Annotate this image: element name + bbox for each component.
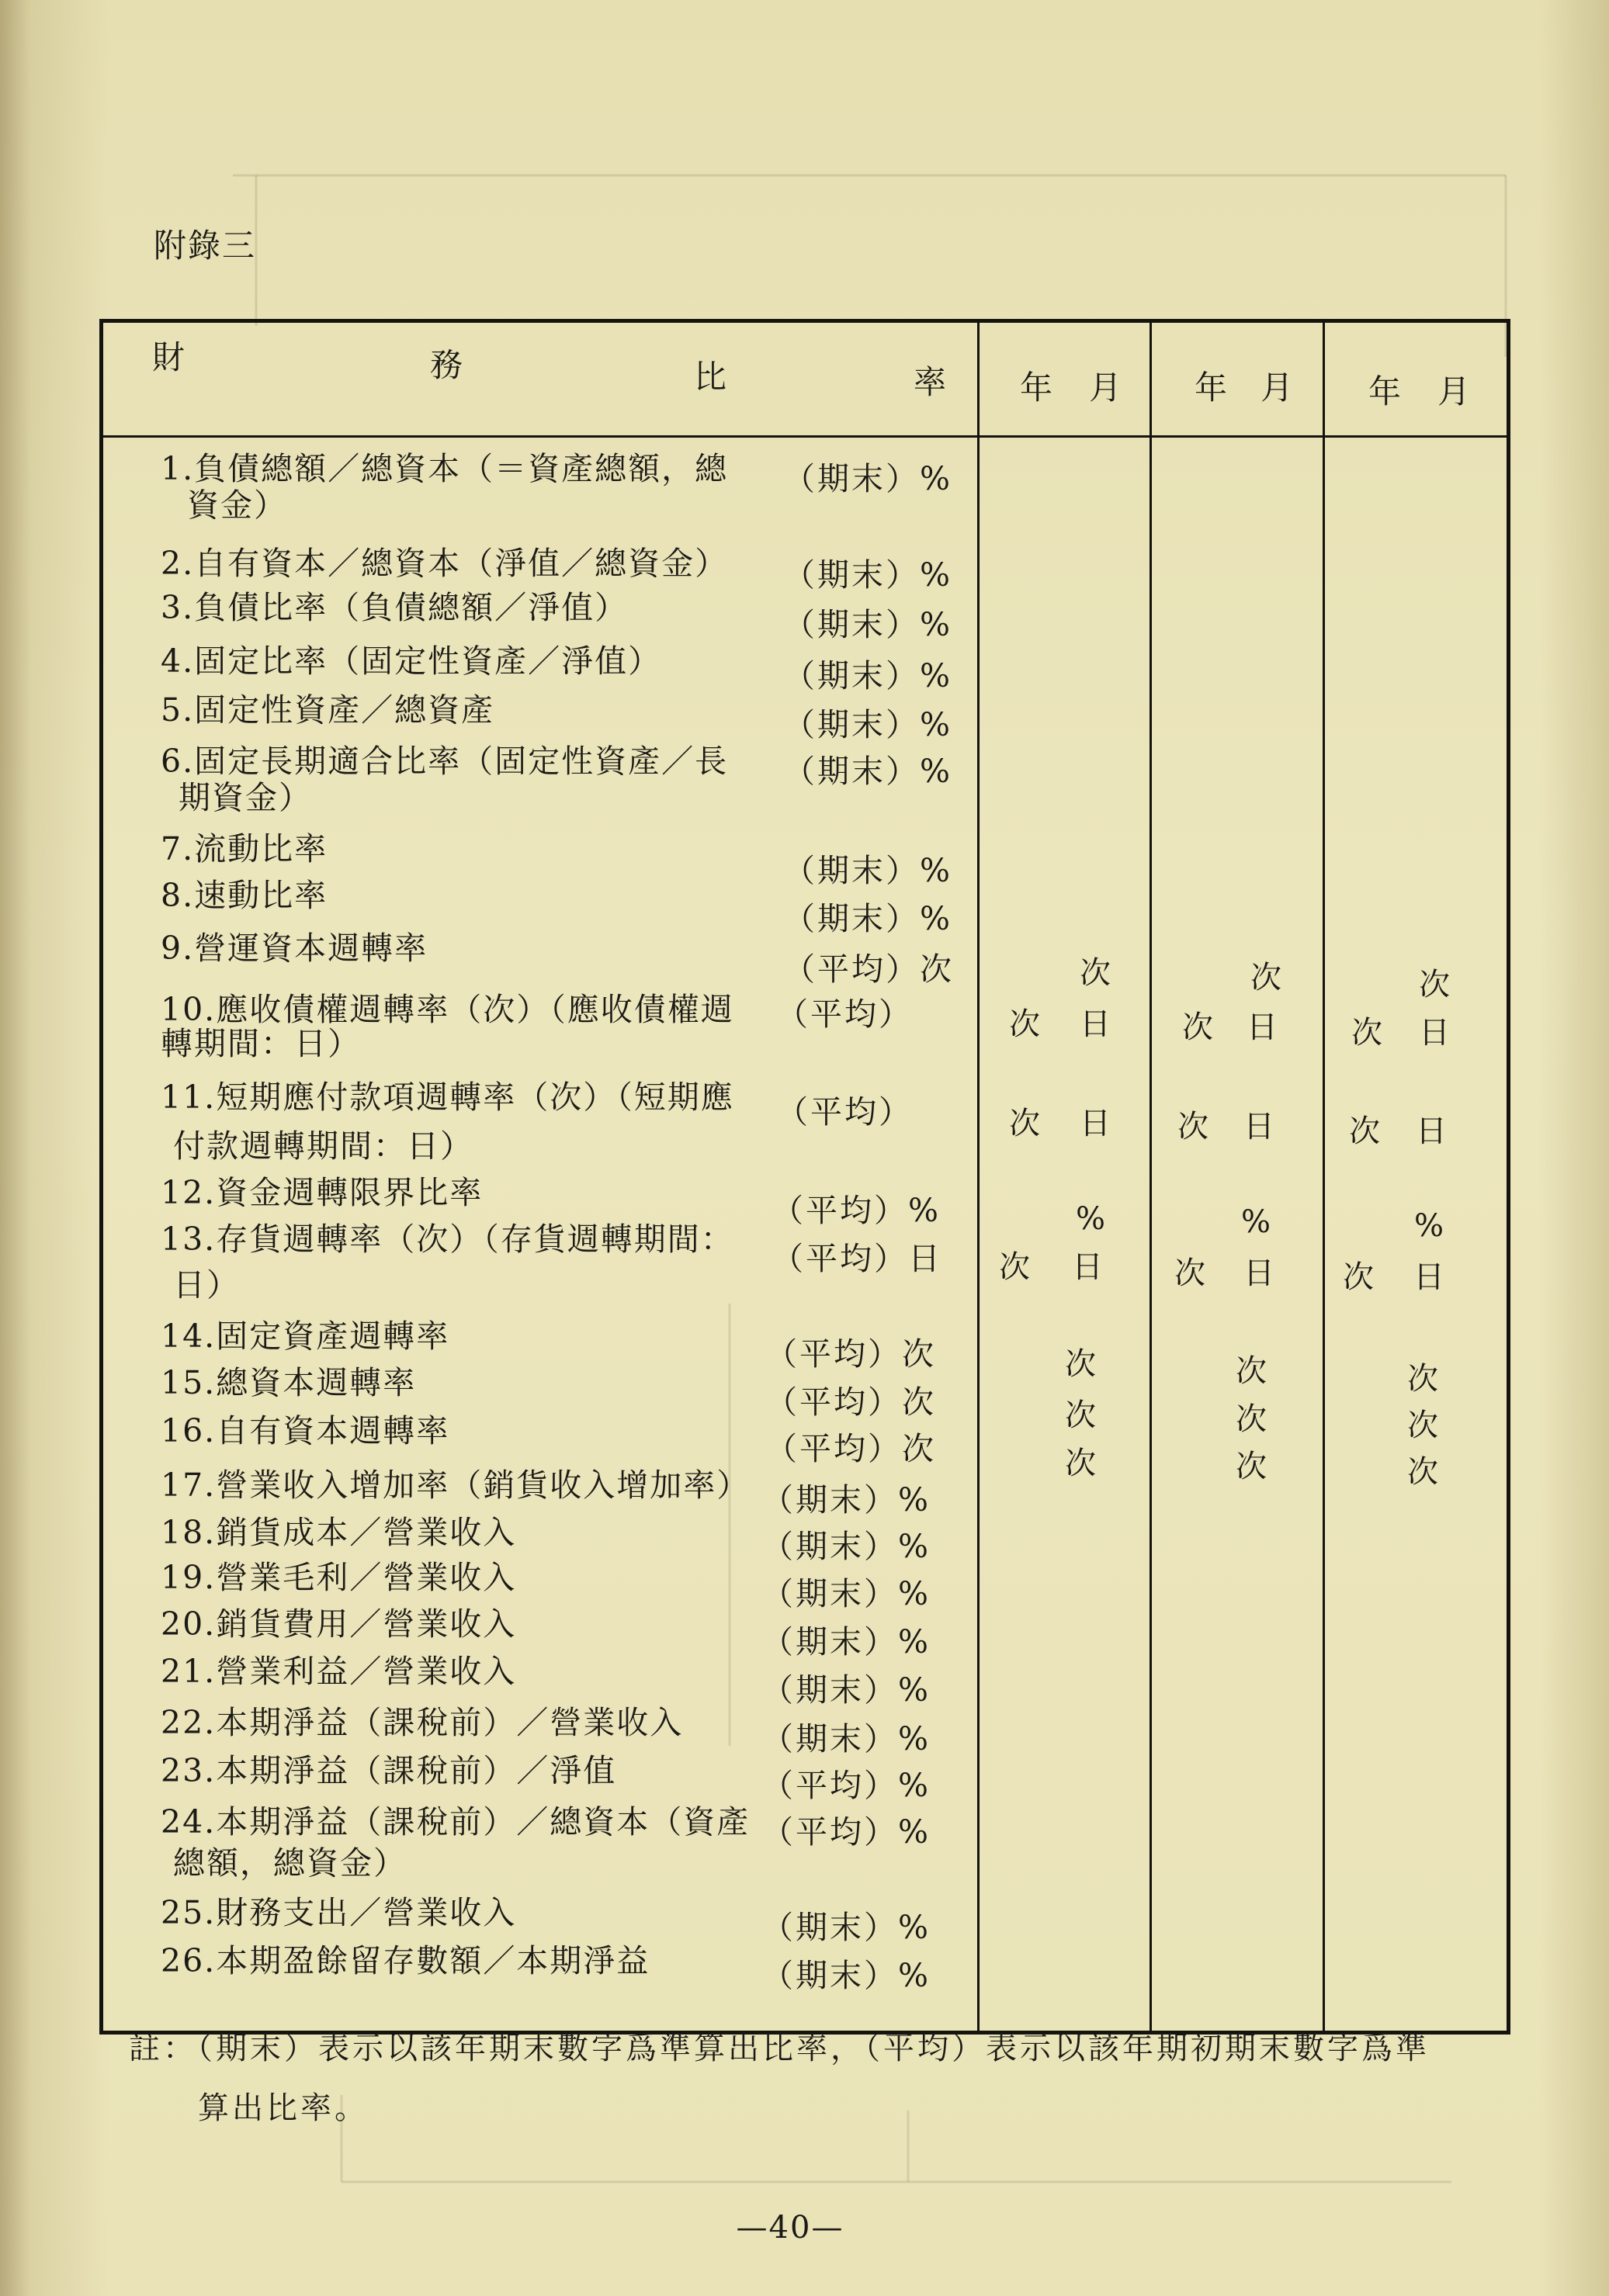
ratio-label: 4.固定比率（固定性資產／淨值） <box>161 642 662 680</box>
ratio-label-continuation: 總額，總資金） <box>173 1844 407 1882</box>
unit-mark: 日 <box>1080 1006 1111 1042</box>
ratio-basis: （期末）% <box>783 852 952 889</box>
ratio-label: 9.營運資本週轉率 <box>161 930 428 967</box>
ratio-label-continuation: 付款週轉期間：日） <box>173 1127 473 1165</box>
unit-mark: 次 <box>1236 1353 1267 1389</box>
ratio-basis: （期末）% <box>783 460 952 497</box>
ratio-label: 3.負債比率（負債總額／淨值） <box>161 589 629 626</box>
unit-mark: 日 <box>1243 1109 1274 1145</box>
ratio-basis: （期末）% <box>761 1481 931 1519</box>
unit-mark: 次 <box>1174 1255 1205 1291</box>
ratio-label: 19.營業毛利／營業收入 <box>161 1559 517 1596</box>
unit-mark: 次 <box>1407 1408 1438 1443</box>
ratio-basis: （期末）% <box>783 753 952 790</box>
ratio-label: 8.速動比率 <box>161 877 328 914</box>
unit-mark: 次 <box>1065 1446 1096 1481</box>
ratio-label: 23.本期淨益（課稅前）／淨值 <box>161 1752 617 1789</box>
ratio-label: 1.負債總額／總資本（＝資產總額，總 <box>161 450 729 487</box>
unit-mark: 次 <box>1065 1346 1096 1382</box>
ratio-basis: （期末）% <box>761 1720 931 1757</box>
ratio-basis: （平均）次 <box>765 1335 936 1373</box>
unit-mark: 日 <box>1419 1015 1450 1051</box>
ratio-label: 12.資金週轉限界比率 <box>161 1174 484 1211</box>
ratio-label: 21.營業利益／營業收入 <box>161 1653 517 1690</box>
ratio-basis: （平均）% <box>761 1813 931 1851</box>
ratio-label: 10.應收債權週轉率（次）（應收債權週 <box>161 991 734 1028</box>
unit-mark: % <box>1075 1201 1105 1237</box>
ratio-basis: （期末）% <box>783 900 952 937</box>
header-title-char: 率 <box>913 363 946 401</box>
ratio-label: 6.固定長期適合比率（固定性資產／長 <box>161 743 729 780</box>
ratio-basis: （期末）% <box>783 606 952 643</box>
unit-mark: 日 <box>1243 1255 1274 1291</box>
ratio-label: 11.短期應付款項週轉率（次）（短期應 <box>161 1079 734 1116</box>
ratio-basis: （期末）% <box>783 657 952 694</box>
page-number: —40— <box>736 2210 844 2246</box>
unit-mark: % <box>1413 1208 1444 1244</box>
ratio-basis: （平均）次 <box>765 1430 936 1467</box>
unit-mark: 次 <box>1407 1454 1438 1490</box>
unit-mark: 次 <box>1250 960 1281 996</box>
unit-mark: 次 <box>1349 1113 1380 1149</box>
ratio-basis: （平均）次 <box>765 1383 936 1421</box>
ratio-basis: （期末）% <box>783 556 952 594</box>
ratio-label-continuation: 日） <box>173 1266 240 1304</box>
period-year-label: 年 <box>1019 369 1052 407</box>
ratio-label: 2.自有資本／總資本（淨值／總資金） <box>161 545 729 582</box>
ratio-label: 15.總資本週轉率 <box>161 1364 417 1401</box>
unit-mark: 日 <box>1247 1009 1278 1045</box>
unit-mark: 次 <box>1080 955 1111 991</box>
ratio-label: 13.存貨週轉率（次）（存貨週轉期間： <box>161 1221 734 1258</box>
ratio-basis: （期末）% <box>761 1623 931 1661</box>
period-year-label: 年 <box>1194 369 1227 407</box>
unit-mark: 次 <box>1009 1006 1040 1042</box>
unit-mark: 次 <box>1343 1259 1374 1295</box>
footnote-line: 註：（期末）表示以該年期末數字爲準算出比率，（平均）表示以該年期初期末數字爲準 <box>129 2031 1430 2066</box>
ratio-label: 5.固定性資產／總資產 <box>161 691 495 729</box>
unit-mark: 次 <box>1236 1401 1267 1437</box>
unit-mark: 次 <box>1009 1106 1040 1141</box>
ratio-basis: （平均） <box>776 1093 913 1131</box>
ratio-label: 18.銷貨成本／營業收入 <box>161 1514 517 1551</box>
column-rule <box>1150 319 1152 2035</box>
unit-mark: 日 <box>1072 1249 1103 1285</box>
unit-mark: 日 <box>1080 1106 1111 1141</box>
ratio-basis: （期末）% <box>761 1909 931 1946</box>
period-month-label: 月 <box>1260 369 1293 407</box>
ratio-basis: （平均）% <box>761 1767 931 1804</box>
ratio-basis: （平均）% <box>772 1192 941 1229</box>
unit-mark: 次 <box>1236 1449 1267 1484</box>
ratio-label-continuation: 資金） <box>187 487 287 524</box>
ratio-label: 20.銷貨費用／營業收入 <box>161 1605 517 1643</box>
header-title-char: 財 <box>151 338 185 376</box>
column-rule <box>1323 319 1325 2035</box>
unit-mark: 次 <box>1177 1109 1208 1145</box>
ratio-label: 16.自有資本週轉率 <box>161 1412 450 1449</box>
ratio-basis: （期末）% <box>761 1528 931 1565</box>
ratio-label-continuation: 期資金） <box>179 779 312 816</box>
ratio-basis: （期末）% <box>761 1575 931 1612</box>
header-title-char: 比 <box>693 358 726 396</box>
ratio-basis: （期末）% <box>761 1957 931 1994</box>
unit-mark: 次 <box>1065 1397 1096 1433</box>
ratio-label-continuation: 轉期間：日） <box>161 1025 361 1062</box>
period-month-label: 月 <box>1088 369 1122 407</box>
ratio-basis: （平均）日 <box>772 1240 942 1277</box>
unit-mark: % <box>1240 1204 1271 1240</box>
unit-mark: 日 <box>1413 1259 1444 1295</box>
unit-mark: 次 <box>1407 1361 1438 1397</box>
period-year-label: 年 <box>1368 372 1401 410</box>
ratio-label: 14.固定資產週轉率 <box>161 1318 450 1355</box>
period-month-label: 月 <box>1437 372 1470 410</box>
ratio-basis: （平均）次 <box>783 951 954 988</box>
unit-mark: 次 <box>1182 1009 1213 1045</box>
column-rule <box>977 319 980 2035</box>
ratio-basis: （平均） <box>776 996 913 1033</box>
appendix-label: 附錄三 <box>154 227 257 265</box>
unit-mark: 日 <box>1416 1113 1447 1149</box>
ratio-basis: （期末）% <box>783 706 952 743</box>
ratio-basis: （期末）% <box>761 1671 931 1709</box>
ratio-label: 7.流動比率 <box>161 830 328 867</box>
ratio-label: 24.本期淨益（課稅前）／總資本（資產 <box>161 1803 751 1841</box>
ratio-label: 17.營業收入增加率（銷貨收入增加率） <box>161 1467 751 1504</box>
header-rule <box>99 435 1510 438</box>
footnote-line: 算出比率。 <box>198 2090 369 2126</box>
ratio-label: 25.財務支出／營業收入 <box>161 1894 517 1931</box>
ratio-label: 26.本期盈餘留存數額／本期淨益 <box>161 1942 650 1979</box>
unit-mark: 次 <box>1351 1015 1382 1051</box>
header-title-char: 務 <box>429 346 463 384</box>
ratio-label: 22.本期淨益（課稅前）／營業收入 <box>161 1704 684 1741</box>
unit-mark: 次 <box>1419 967 1450 1003</box>
unit-mark: 次 <box>999 1249 1030 1285</box>
